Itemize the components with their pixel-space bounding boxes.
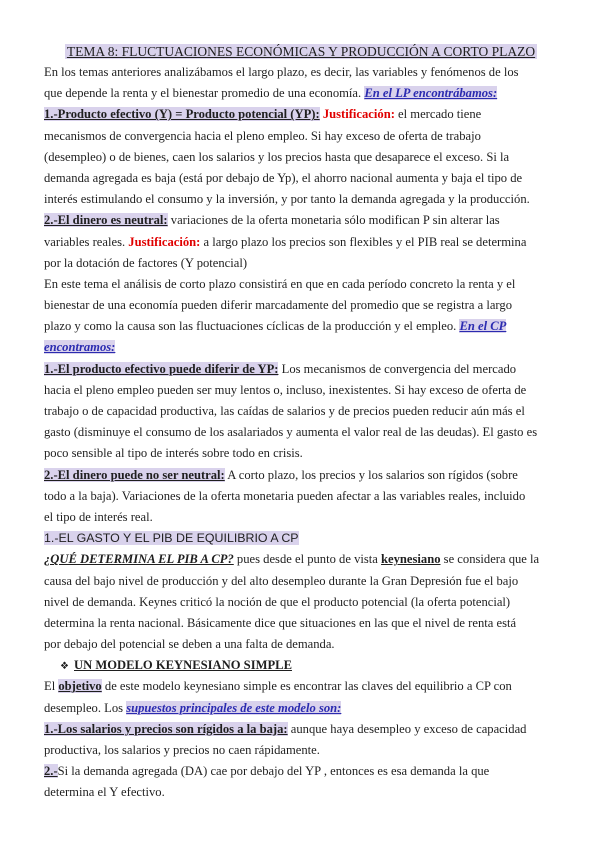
paragraph-line: demanda agregada es baja (está por debajo de Yp), el ahorro nacional aumenta y baja el tipo de [44,170,523,185]
paragraph-line: interés estimulando el consumo y la inversión, y por tanto la demanda agregada y la producción. [44,192,530,207]
paragraph-line: poco sensible al tipo de interés sobre todo en crisis. [44,446,303,461]
keyword: keynesiano [381,552,441,567]
paragraph-line: trabajo o de capacidad productiva, las caídas de salarios y de precios pueden reducir aún más el [44,404,525,418]
paragraph-line: productiva, los salarios y precios no caen rápidamente. [44,743,320,757]
paragraph-line: variables reales. Justificación: a largo plazo los precios son flexibles y el PIB real se determina [44,234,527,249]
paragraph-line [44,337,558,358]
paragraph-line: determina la renta nacional. Básicamente dice que situaciones en las que el nivel de renta está [44,615,517,630]
paragraph-line: desempleo. Los supuestos principales de este modelo son: [44,700,342,715]
paragraph-line: (desempleo) o de bienes, caen los salarios y los precios hasta que desaparece el exceso. Si la [44,149,510,164]
paragraph-line: 1.-El producto efectivo puede diferir de YP: Los mecanismos de convergencia del mercado [44,361,517,376]
cp-heading: En el CP [459,319,507,334]
paragraph-line: que depende la renta y el bienestar promedio de una economía. En el LP encontrábamos: [44,86,498,101]
paragraph-line: ¿QUÉ DETERMINA EL PIB A CP? pues desde el punto de vista keynesiano se considera que la [44,552,540,567]
paragraph-line: plazo y como la causa son las fluctuaciones cíclicas de la producción y el empleo. En el CP [44,319,507,334]
paragraph-line: bienestar de una economía pueden diferir marcadamente del promedio que se registra a largo [44,298,512,313]
subsection-heading: ❖ UN MODELO KEYNESIANO SIMPLE [44,655,558,676]
paragraph-line: todo a la baja). Variaciones de la oferta monetaria pueden afectar a las variables reales, incluido [44,488,526,503]
justification-label: Justificación: [128,234,201,249]
point-heading: 1.-El producto efectivo puede diferir de YP: [44,361,279,376]
justification-label: Justificación: [322,107,395,122]
paragraph-line: hacia el pleno empleo pueden ser muy lentos o, incluso, inexistentes. Si hay exceso de oferta de [44,382,527,397]
diamond-bullet-icon: ❖ [60,661,69,673]
point-heading: 1.-Los salarios y precios son rígidos a la baja: [44,721,288,736]
document-body [44,41,558,804]
question-heading: ¿QUÉ DETERMINA EL PIB A CP? [44,552,234,567]
paragraph-line: gasto (disminuye el consumo de los asalariados y aumenta el valor real de las deudas). El gasto es [44,425,538,440]
paragraph-line: 2.-El dinero es neutral: variaciones de la oferta monetaria sólo modifican P sin alterar las [44,213,500,228]
keyword: objetivo [58,679,102,694]
paragraph-line: 1.-Producto efectivo (Y) = Producto potencial (YP): Justificación: el mercado tiene [44,107,482,122]
page-title: TEMA 8: FLUCTUACIONES ECONÓMICAS Y PRODUCCIÓN A CORTO PLAZO [66,44,536,59]
paragraph-line: 1.-Los salarios y precios son rígidos a la baja: aunque haya desempleo y exceso de capacidad [44,721,527,736]
paragraph-line: por la dotación de factores (Y potencial) [44,255,248,270]
paragraph-line: por debajo del potencial se deben a una falta de demanda. [44,637,335,652]
section-heading: 1.-EL GASTO Y EL PIB DE EQUILIBRIO A CP [44,531,299,546]
lp-heading: En el LP encontrábamos: [364,86,498,101]
paragraph-line: el tipo de interés real. [44,509,153,524]
point-heading: 2.- [44,764,58,779]
point-heading: 1.-Producto efectivo (Y) = Producto potencial (YP): [44,107,320,122]
paragraph-line: nivel de demanda. Keynes criticó la noción de que el producto potencial (la oferta potencial) [44,594,511,609]
point-heading: 2.-El dinero puede no ser neutral: [44,467,225,482]
paragraph-line: En este tema el análisis de corto plazo consistirá en que en cada período concreto la renta y el [44,276,516,291]
assumptions-heading: supuestos principales de este modelo son: [126,700,342,715]
paragraph-line: 2.-Si la demanda agregada (DA) cae por debajo del YP , entonces es esa demanda la que [44,764,490,779]
paragraph-line: causa del bajo nivel de producción y del alto desempleo durante la Gran Depresión fue el bajo [44,573,519,588]
point-heading: 2.-El dinero es neutral: [44,213,168,228]
paragraph-line: determina el Y efectivo. [44,785,165,800]
paragraph-line: En los temas anteriores analizábamos el largo plazo, es decir, las variables y fenómenos de los [44,65,519,79]
cp-heading-cont: encontramos: [44,340,116,355]
paragraph-line: El objetivo de este modelo keynesiano simple es encontrar las claves del equilibrio a CP con [44,679,512,694]
paragraph-line: mecanismos de convergencia hacia el pleno empleo. Si hay exceso de oferta de trabajo [44,128,481,143]
paragraph-line: 2.-El dinero puede no ser neutral: A corto plazo, los precios y los salarios son rígidos (sobre [44,467,518,482]
